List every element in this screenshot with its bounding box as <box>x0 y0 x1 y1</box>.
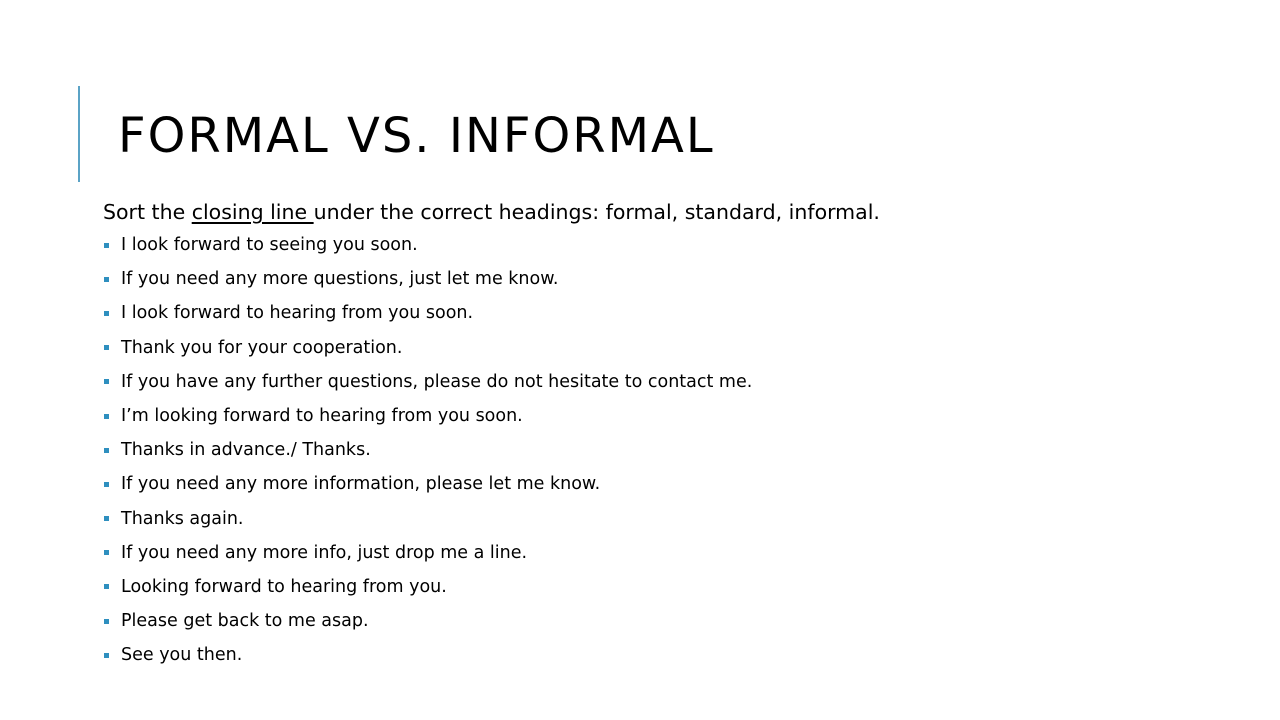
list-item-text: Thanks again. <box>121 508 244 529</box>
square-bullet-icon <box>104 653 109 658</box>
intro-underlined-text: closing line <box>191 200 314 224</box>
list-item <box>104 467 752 501</box>
list-item-text: If you need any more questions, just let me know. <box>121 269 559 290</box>
list-item-text: Looking forward to hearing from you. <box>121 576 447 597</box>
square-bullet-icon <box>104 482 109 487</box>
intro-text-start: Sort the <box>103 200 192 224</box>
list-item-text: Thank you for your cooperation. <box>121 337 403 358</box>
list-item <box>104 570 752 604</box>
title-accent-bar <box>78 86 80 182</box>
list-item-text: See you then. <box>121 645 243 666</box>
list-item-text: Please get back to me asap. <box>121 611 369 632</box>
list-item <box>104 536 752 570</box>
list-item-text: If you need any more info, just drop me a line. <box>121 542 528 563</box>
list-item <box>104 433 752 467</box>
square-bullet-icon <box>104 619 109 624</box>
list-item <box>104 331 752 365</box>
list-item-text: I look forward to seeing you soon. <box>121 235 418 256</box>
square-bullet-icon <box>104 414 109 419</box>
list-item-text: If you have any further questions, please do not hesitate to contact me. <box>121 371 753 392</box>
list-item <box>104 399 752 433</box>
slide-title: FORMAL VS. INFORMAL <box>118 108 715 164</box>
square-bullet-icon <box>104 448 109 453</box>
square-bullet-icon <box>104 379 109 384</box>
list-item <box>104 604 752 638</box>
list-item-text: Thanks in advance./ Thanks. <box>121 440 371 461</box>
list-item <box>104 228 752 262</box>
list-item <box>104 262 752 296</box>
square-bullet-icon <box>104 277 109 282</box>
list-item <box>104 296 752 330</box>
square-bullet-icon <box>104 243 109 248</box>
list-item-text: I look forward to hearing from you soon. <box>121 303 474 324</box>
slide-intro <box>103 196 880 228</box>
list-item-text: If you need any more information, please let me know. <box>121 474 601 495</box>
square-bullet-icon <box>104 550 109 555</box>
list-item <box>104 638 752 672</box>
square-bullet-icon <box>104 345 109 350</box>
square-bullet-icon <box>104 584 109 589</box>
square-bullet-icon <box>104 311 109 316</box>
intro-text-end: under the correct headings: formal, standard, informal. <box>313 200 880 224</box>
list-item-text: I’m looking forward to hearing from you soon. <box>121 406 523 427</box>
square-bullet-icon <box>104 516 109 521</box>
closing-lines-list <box>104 228 752 672</box>
list-item <box>104 365 752 399</box>
list-item <box>104 502 752 536</box>
